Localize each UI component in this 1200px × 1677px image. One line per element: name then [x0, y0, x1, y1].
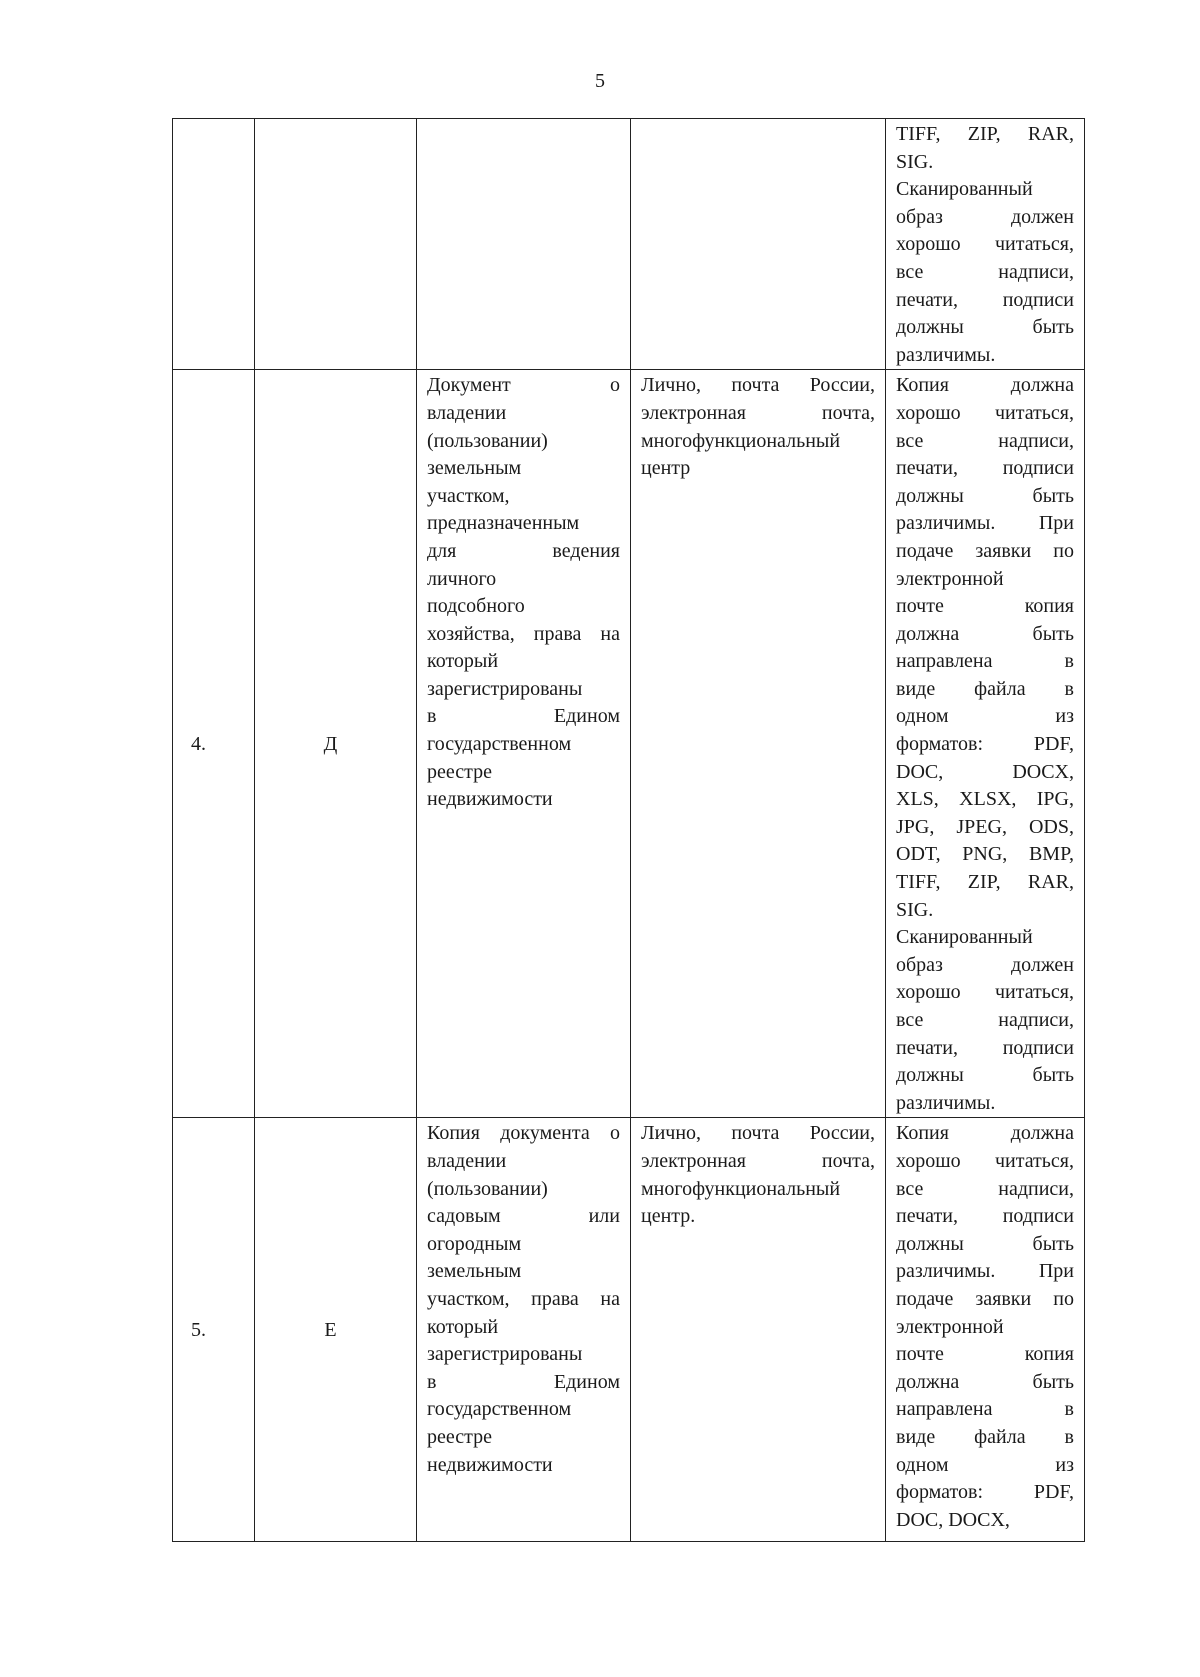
- cell-line: который: [427, 1315, 499, 1338]
- cell-line: направлена в: [896, 650, 1074, 673]
- cell-line: центр.: [641, 1205, 696, 1228]
- cell-line: земельным: [427, 457, 522, 480]
- row-code-cell: Д: [255, 370, 417, 1118]
- cell-line: образ должен: [896, 953, 1074, 976]
- cell-line: (пользовании): [427, 1177, 548, 1200]
- cell-line: почте копия: [896, 595, 1074, 618]
- cell-line: различимы. При: [896, 1260, 1074, 1283]
- cell-line: Документ о: [427, 374, 620, 397]
- cell-line: SIG.: [896, 150, 934, 173]
- cell-line: различимы. При: [896, 512, 1074, 535]
- cell-line: центр: [641, 457, 691, 480]
- cell-line: все надписи,: [896, 1009, 1074, 1031]
- document-cell: [417, 1118, 631, 1542]
- cell-line: Сканированный: [896, 926, 1033, 949]
- cell-line: земельным: [427, 1260, 522, 1283]
- cell-line: недвижимости: [427, 1453, 553, 1476]
- cell-line: виде файла в: [896, 1425, 1074, 1448]
- cell-line: владении: [427, 1149, 507, 1172]
- table-row: [173, 370, 1085, 1118]
- cell-line: должны быть: [896, 1064, 1074, 1087]
- cell-line: государственном: [427, 1398, 572, 1421]
- document-table: [172, 118, 1085, 1542]
- cell-line: должны быть: [896, 484, 1074, 507]
- cell-line: (пользовании): [427, 429, 548, 452]
- cell-line: зарегистрированы: [427, 1343, 583, 1366]
- cell-line: хорошо читаться,: [896, 401, 1074, 424]
- cell-line: JPG, JPEG, ODS,: [896, 815, 1074, 838]
- cell-line: TIFF, ZIP, RAR,: [896, 871, 1074, 894]
- cell-line: печати, подписи: [896, 288, 1074, 311]
- cell-line: Копия должна: [896, 374, 1074, 397]
- cell-line: DOC, DOCX,: [896, 1508, 1010, 1531]
- cell-line: подаче заявки по: [896, 1287, 1074, 1310]
- cell-line: почте копия: [896, 1343, 1074, 1366]
- cell-line: участком, права на: [427, 1287, 620, 1310]
- cell-line: должны быть: [896, 316, 1074, 339]
- document-cell: [417, 370, 631, 1118]
- cell-line: XLS, XLSX, IPG,: [896, 788, 1074, 811]
- cell-line: одном из: [896, 1453, 1074, 1476]
- cell-line: должны быть: [896, 1232, 1074, 1255]
- cell-line: садовым или: [427, 1205, 620, 1228]
- cell-line: подсобного: [427, 595, 525, 618]
- cell-line: хозяйства, права на: [427, 622, 620, 645]
- row-code-cell: [255, 119, 417, 370]
- cell-line: в Едином: [427, 705, 620, 728]
- cell-line: ODT, PNG, BMP,: [896, 843, 1074, 866]
- table-row: [173, 119, 1085, 370]
- method-cell: [631, 370, 886, 1118]
- cell-line: недвижимости: [427, 788, 553, 811]
- cell-line: печати, подписи: [896, 1036, 1074, 1059]
- cell-line: электронной: [896, 1315, 1004, 1338]
- table-row: [173, 1118, 1085, 1542]
- cell-line: государственном: [427, 733, 572, 756]
- cell-line: электронная почта,: [641, 401, 875, 424]
- cell-line: образ должен: [896, 205, 1074, 228]
- requirements-cell: [886, 119, 1085, 370]
- cell-line: огородным: [427, 1232, 522, 1255]
- cell-line: должна быть: [896, 1370, 1074, 1393]
- cell-line: все надписи,: [896, 429, 1074, 452]
- row-code-cell: Е: [255, 1118, 417, 1542]
- row-number-cell: 5.: [173, 1118, 255, 1542]
- cell-line: для ведения: [427, 539, 620, 562]
- cell-line: все надписи,: [896, 260, 1074, 283]
- cell-line: который: [427, 650, 499, 673]
- cell-line: предназначенным: [427, 512, 580, 535]
- requirements-cell: [886, 1118, 1085, 1542]
- cell-line: форматов: PDF,: [896, 733, 1074, 756]
- cell-line: печати, подписи: [896, 1205, 1074, 1228]
- cell-line: все надписи,: [896, 1177, 1074, 1200]
- cell-line: личного: [427, 567, 497, 590]
- cell-line: Лично, почта России,: [641, 1122, 875, 1145]
- cell-line: зарегистрированы: [427, 677, 583, 700]
- page-number: 5: [595, 70, 605, 92]
- cell-line: SIG.: [896, 898, 934, 921]
- cell-line: виде файла в: [896, 677, 1074, 700]
- cell-line: хорошо читаться,: [896, 233, 1074, 256]
- cell-line: форматов: PDF,: [896, 1481, 1074, 1504]
- cell-line: направлена в: [896, 1398, 1074, 1421]
- row-number-cell: [173, 119, 255, 370]
- requirements-cell: [886, 370, 1085, 1118]
- cell-line: Копия документа о: [427, 1122, 620, 1145]
- method-cell: [631, 1118, 886, 1542]
- cell-line: в Едином: [427, 1370, 620, 1393]
- cell-line: Лично, почта России,: [641, 374, 875, 397]
- cell-line: различимы.: [896, 1091, 996, 1114]
- cell-line: реестре: [427, 760, 492, 783]
- cell-line: хорошо читаться,: [896, 1149, 1074, 1172]
- cell-line: владении: [427, 401, 507, 424]
- cell-line: реестре: [427, 1425, 492, 1448]
- table-body: [173, 119, 1085, 1542]
- cell-line: должна быть: [896, 622, 1074, 645]
- cell-line: печати, подписи: [896, 457, 1074, 480]
- cell-line: хорошо читаться,: [896, 981, 1074, 1004]
- cell-line: одном из: [896, 705, 1074, 728]
- cell-line: Сканированный: [896, 178, 1033, 201]
- cell-line: DOC, DOCX,: [896, 760, 1074, 783]
- cell-line: электронная почта,: [641, 1149, 875, 1172]
- cell-line: участком,: [427, 484, 510, 507]
- cell-line: Копия должна: [896, 1122, 1074, 1145]
- cell-line: многофункциональный: [641, 1177, 841, 1200]
- row-number-cell: 4.: [173, 370, 255, 1118]
- cell-line: электронной: [896, 567, 1004, 590]
- document-cell: [417, 119, 631, 370]
- cell-line: различимы.: [896, 343, 996, 366]
- cell-line: TIFF, ZIP, RAR,: [896, 123, 1074, 145]
- cell-line: многофункциональный: [641, 429, 841, 452]
- cell-line: подаче заявки по: [896, 539, 1074, 562]
- method-cell: [631, 119, 886, 370]
